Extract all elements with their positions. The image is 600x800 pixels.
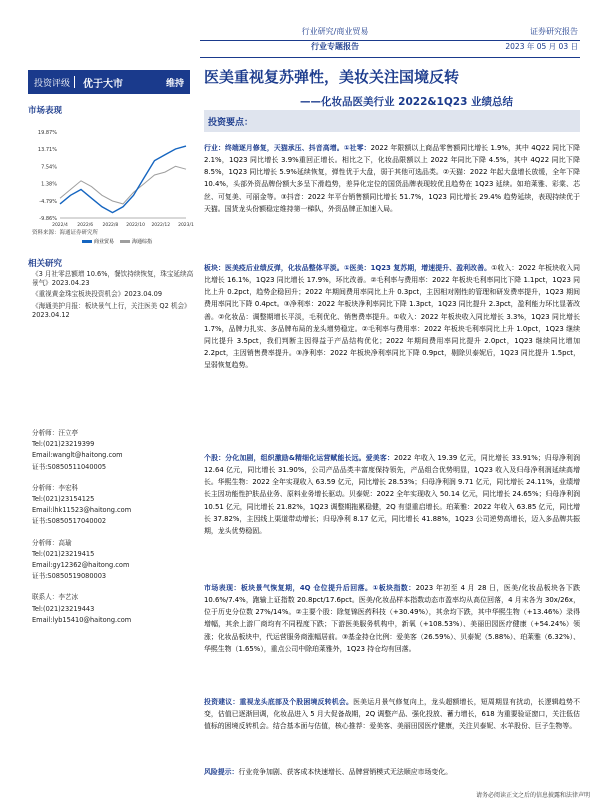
related-item[interactable]: 《海通美护月报：板块景气上行，关注医美 Q2 机会》2023.04.12: [32, 301, 191, 319]
para-text: 行业竞争加剧、获客成本快速增长、品牌营销模式无法顺应市场变化。: [238, 768, 453, 776]
rating-divider: [74, 76, 75, 88]
series-line-index: [60, 166, 186, 204]
header-rule-bottom: [200, 57, 580, 58]
para-lead: 风险提示：: [204, 768, 239, 776]
header-right: [505, 26, 578, 52]
header-report-type: 行业专题报告: [311, 42, 359, 51]
para-text: 医美运月景气修复向上，龙头超额增长，短周期显有扰动，长逻辑趋势不变，估值已逐渐回调，化妆品进入 5 月大促备战期，2Q 调整产品、强化投放、蓄力增长，618 为重要验证窗口，关注低估值标的困境反转机会。结合基本面与估值，核心推荐：爱美客、美丽田园医疗健康，关注贝泰妮、水羊股份、巨子生物等。: [204, 698, 580, 731]
para-market: [204, 582, 580, 655]
para-stocks: [204, 452, 580, 537]
legend-label-sector: 商业贸易: [94, 239, 115, 245]
header-rule-top: [200, 40, 580, 41]
analyst-tel: Tel:(021)23219415: [32, 549, 95, 558]
para-text: ①收入：2022 年板块收入同比增长 16.1%，1Q23 同比增长 17.9%，环比改善。②毛利率与费用率：2022 年板块毛利率同比下降 1.1pct，1Q23 同比上升 0.2pct，趋势企稳回升；2022 年期间费用率同比上升 0.3pct，主因相对刚性的管理和研发费率提升，1Q23 期间费用率同比下降 0.4pct。③净利率：2022 年板块净利率同比下降 1.3pct，1Q23 同比提升 2.3pct，盈利能力环比显著改善。②化妆品：调整期增长平淡，毛利优化、销售费率提升。①收入：2022 年板块收入同比增长 3.3%，1Q23 同比增长 1.7%，品牌力扎实、多品牌布局的龙头增势稳定。②毛利率与费用率：2022 年板块毛利率同比上升 1.0pct，1Q23 继续同比提升 3.5pct，我们判断主因得益于产品结构优化；2022 年期间费用率同比提升 2.0pct，1Q23 继续同比增加 2.2pct，主因销售费率提升。③净利率：2022 年板块净利率同比下降 0.9pct，剔除贝泰妮后，1Q23 同比提升 1.5pct，呈弱恢复趋势。: [204, 264, 580, 370]
y-tick-label: 13.71%: [37, 147, 57, 154]
y-tick-label: -4.79%: [39, 198, 57, 205]
analyst-name: 联系人：李艺冰: [32, 593, 79, 602]
para-lead: 板块：医美疫后业绩反弹，化妆品整体平淡。①医美：1Q23 复苏期，增速提升、盈利改善。: [204, 264, 492, 272]
key-points-header: [204, 110, 580, 132]
analyst-cert: 证书:S0850517040002: [32, 517, 107, 526]
para-sector: [204, 262, 580, 371]
report-header: [0, 0, 600, 70]
related-item[interactable]: 《3 月社零总额增 10.6%，餐饮持续恢复，珠宝延续高景气》2023.04.23: [32, 270, 194, 288]
analyst-email[interactable]: Email:gy12362@haitong.com: [32, 561, 130, 570]
disclaimer-footer: 请务必阅读正文之后的信息披露和法律声明: [475, 792, 590, 799]
para-text: 2022 年限额以上商品零售额同比增长 1.9%，其中 4Q22 同比下降 2.1%，1Q23 同比增长 3.9%重回正增长。相比之下，化妆品限额以上 2022 年同比下降 4.5%，其中 4Q22 同比下降 8.5%，1Q23 同比增长 5.9%延续恢复，弹性优于大盘，弱于其他可选品类。②天猫：2022 年起大盘增长放缓，全年下降 10.4%，头部外资品牌份额大多呈下滑趋势，差异化定位的国货品牌表现较优且趋势在 1Q23 延续。如珀莱雅、彩棠、芯丝、可复美、可丽金等。③抖音：2022 年平台销售额同比增长 51.7%，1Q23 同比增长 29.4% 趋势延续，表现持续优于天猫。国货龙头份额稳定维持第一梯队，外资品牌正加速入局。: [204, 144, 580, 213]
chart-legend: [82, 238, 152, 245]
analyst-cert: 证书:S0850519080003: [32, 572, 107, 581]
analyst-name: 分析师：汪立亭: [32, 429, 79, 437]
series-line-sector: [60, 146, 186, 213]
x-tick-label: 2022/4: [52, 223, 68, 228]
y-tick-label: 1.38%: [41, 181, 57, 188]
para-text: 2022 年收入 19.39 亿元，同比增长 33.91%；归母净利润 12.64 亿元，同比增长 31.90%，公司产品品类丰富度保持领先，产品组合优势明显，1Q23 收入及归母净利润延续高增长。华熙生物：2022 全年实现收入 63.59 亿元，同比增长 28.53%；归母净利润 9.71 亿元，同比增长 24.11%，业绩增长主因功能性护肤品业务、原料业务增长驱动。贝泰妮：2022 全年实现收入 50.14 亿元，同比增长 24.65%；归母净利润 10.51 亿元，同比增长 21.82%，1Q23 调整期拖累稳健，2Q 有望重启增长。珀莱雅：2022 年收入 63.85 亿元，同比增长 37.82%，主因线上渠道带动增长；归母净利 8.17 亿元，同比增长 41.88%，1Q23 公司逆势高增长，迈入多品牌共振期，龙头优势稳固。: [204, 454, 580, 535]
analyst-tel: Tel:(021)23219399: [32, 440, 95, 449]
header-category: 行业研究/商业贸易: [301, 27, 369, 36]
market-heading: 市场表现: [28, 106, 63, 116]
x-tick-label: 2022/12: [151, 223, 171, 228]
related-list: [32, 270, 194, 322]
legend-swatch-index: [120, 240, 130, 243]
analyst-card: [32, 428, 194, 473]
y-tick-label: 7.54%: [41, 164, 57, 171]
key-points-heading: 投资要点：: [204, 110, 580, 132]
analyst-card: [32, 592, 194, 626]
analyst-list: [32, 428, 194, 636]
legend-item-sector: [82, 238, 114, 245]
analyst-email[interactable]: Email:lyb15410@haitong.com: [32, 615, 132, 624]
header-date: 2023 年 05 月 03 日: [505, 42, 578, 51]
analyst-name: 分析师：李宏科: [32, 483, 79, 492]
x-tick-label: 2023/1: [178, 223, 194, 228]
analyst-cert: 证书:S0850511040005: [32, 462, 107, 471]
chart-source: 资料来源：海通证券研究所: [32, 230, 99, 236]
para-text: 2023 年初至 4 月 28 日，医美/化妆品板块各下跌 10.6%/7.4%，跑输上证指数 20.8pct/17.6pct。医美/化妆品样本指数动态市盈率均从高位回落，4 月末各为 30x/26x，位于历史分位数 27%/14%。②主要个股：除复锦医药科技（+30.49%），其余均下跌，其中华熙生物（+13.46%）录得增幅，其余上游厂商均有不同程度下跌；下游医美服务机构中，新氧（+108.53%）、美丽田园医疗健康（+54.24%）领涨；化妆品板块中，代运营服务商涨幅居前。③基金持仓比例：爱美客（26.59%）、贝泰妮（5.88%）、珀莱雅（6.32%）、华熙生物（1.65%），重点公司中除珀莱雅外，1Q23 持仓均有回落。: [204, 584, 580, 653]
y-tick-label: 19.87%: [37, 130, 57, 136]
para-lead: 投资建议：重视龙头底部及个股困境反转机会。: [204, 698, 354, 706]
header-center: [270, 26, 400, 52]
rating-label: 投资评级: [34, 78, 71, 89]
para-lead: 行业：终端逐月修复，天猫承压、抖音高增。①社零：: [204, 144, 371, 152]
rating-change: 维持: [165, 78, 184, 89]
report-title: 医美重视复苏弹性，美妆关注国境反转: [204, 68, 460, 86]
analyst-tel: Tel:(021)23154125: [32, 495, 95, 504]
analyst-tel: Tel:(021)23219443: [32, 604, 95, 613]
analyst-email[interactable]: Email:lhk11523@haitong.com: [32, 506, 132, 515]
para-risk: [204, 766, 580, 778]
para-lead: 个股：分化加剧，组织激励&精细化运营赋能长远。爱美客：: [204, 454, 395, 462]
para-industry: [204, 142, 580, 215]
related-item[interactable]: 《重视黄金珠宝板块投资机会》2023.04.09: [32, 290, 163, 299]
header-doc-type: 证券研究报告: [530, 27, 578, 36]
legend-label-index: 海通综指: [132, 239, 153, 245]
market-chart: [28, 118, 194, 238]
analyst-email[interactable]: Email:wanglt@haitong.com: [32, 451, 123, 460]
para-recommendation: [204, 696, 580, 732]
report-subtitle: ——化妆品医美行业 2022&1Q23 业绩总结: [300, 96, 514, 108]
legend-swatch-sector: [82, 240, 92, 243]
x-tick-label: 2022/10: [126, 223, 145, 228]
y-tick-label: -9.86%: [39, 216, 57, 222]
rating-value: 优于大市: [83, 78, 124, 90]
related-heading: 相关研究: [28, 259, 63, 269]
market-section: [28, 104, 194, 254]
analyst-card: [32, 483, 194, 528]
rating-box: [28, 70, 190, 94]
x-tick-label: 2022/6: [77, 223, 94, 228]
para-lead: 市场表现：板块景气恢复期，4Q 仓位提升后回落。①板块指数：: [204, 584, 416, 592]
x-tick-label: 2022/8: [102, 223, 119, 228]
analyst-card: [32, 538, 194, 583]
legend-item-index: [120, 238, 152, 245]
analyst-name: 分析师：高瑜: [32, 538, 72, 547]
